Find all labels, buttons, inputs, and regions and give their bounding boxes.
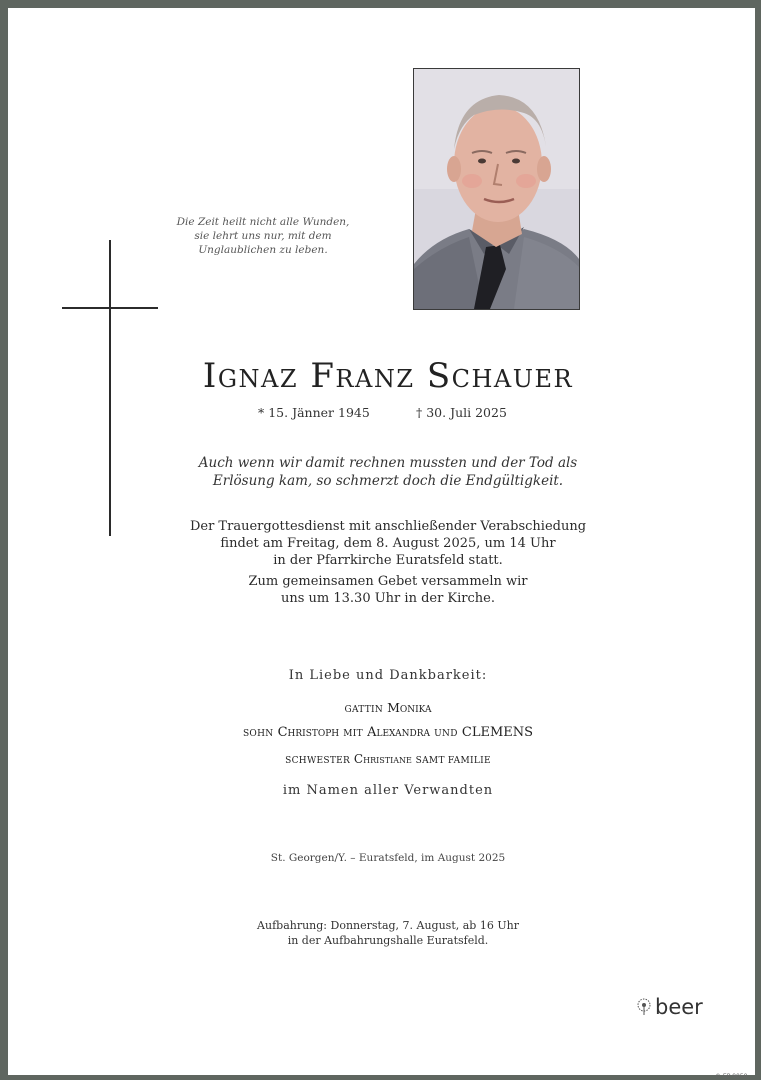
- service-info: [108, 518, 668, 569]
- viewing-line: Aufbahrung: Donnerstag, 7. August, ab 16 Uhr: [257, 919, 519, 932]
- quote-line: Die Zeit heilt nicht alle Wunden,: [176, 216, 350, 228]
- dandelion-icon: [635, 998, 653, 1016]
- mourners-intro: In Liebe und Dankbarkeit:: [288, 668, 488, 683]
- birth-date: * 15. Jänner 1945: [258, 405, 370, 420]
- mourner-name: Alexandra: [367, 725, 431, 740]
- quote-block: [158, 215, 368, 257]
- verse-block: [108, 454, 668, 490]
- relation-label: SCHWESTER: [285, 756, 351, 766]
- quote-line: sie lehrt uns nur, mit dem: [194, 230, 332, 242]
- connector-word: UND: [434, 729, 458, 739]
- mourner-name: CLEMENS: [461, 725, 534, 740]
- portrait-illustration: [414, 69, 579, 309]
- service-line: Der Trauergottesdienst mit anschließender Verabschiedung: [189, 519, 587, 534]
- cross-horizontal-bar: [62, 307, 158, 309]
- quote-line: Unglaublichen zu leben.: [198, 244, 328, 256]
- prayer-line: Zum gemeinsamen Gebet versammeln wir: [248, 574, 528, 589]
- viewing-line: in der Aufbahrungshalle Euratsfeld.: [287, 934, 489, 947]
- mourner-line-son: [108, 725, 668, 740]
- verse-line: Auch wenn wir damit rechnen mussten und der Tod als: [198, 455, 578, 471]
- deceased-name: Ignaz Franz Schauer: [202, 356, 574, 396]
- mourners-closing: im Namen aller Verwandten: [282, 783, 494, 798]
- mourner-line-spouse: [108, 700, 668, 715]
- mourner-name: Christiane: [353, 752, 412, 766]
- prayer-info: [108, 573, 668, 607]
- place-date: St. Georgen/Y. – Euratsfeld, im August 2025: [270, 852, 506, 864]
- relation-label: GATTIN: [344, 705, 384, 715]
- beer-logo: [635, 994, 715, 1020]
- mourner-name: Monika: [387, 700, 432, 715]
- family-suffix: SAMT FAMILIE: [415, 756, 491, 766]
- service-line: in der Pfarrkirche Euratsfeld statt.: [273, 553, 503, 568]
- service-line: findet am Freitag, dem 8. August 2025, um 14 Uhr: [220, 536, 556, 551]
- logo-text: beer: [655, 995, 703, 1019]
- product-code: © EP 9050: [715, 1073, 748, 1080]
- mourner-line-sister: [108, 752, 668, 766]
- relation-label: SOHN: [242, 729, 274, 739]
- prayer-line: uns um 13.30 Uhr in der Kirche.: [281, 591, 495, 606]
- parte-sheet: [8, 8, 755, 1080]
- portrait-photo: [413, 68, 580, 310]
- death-date: † 30. Juli 2025: [416, 405, 507, 420]
- connector-word: MIT: [343, 729, 363, 739]
- mourner-name: Christoph: [277, 725, 340, 740]
- viewing-info: [108, 918, 668, 948]
- verse-line: Erlösung kam, so schmerzt doch die Endgültigkeit.: [212, 473, 564, 489]
